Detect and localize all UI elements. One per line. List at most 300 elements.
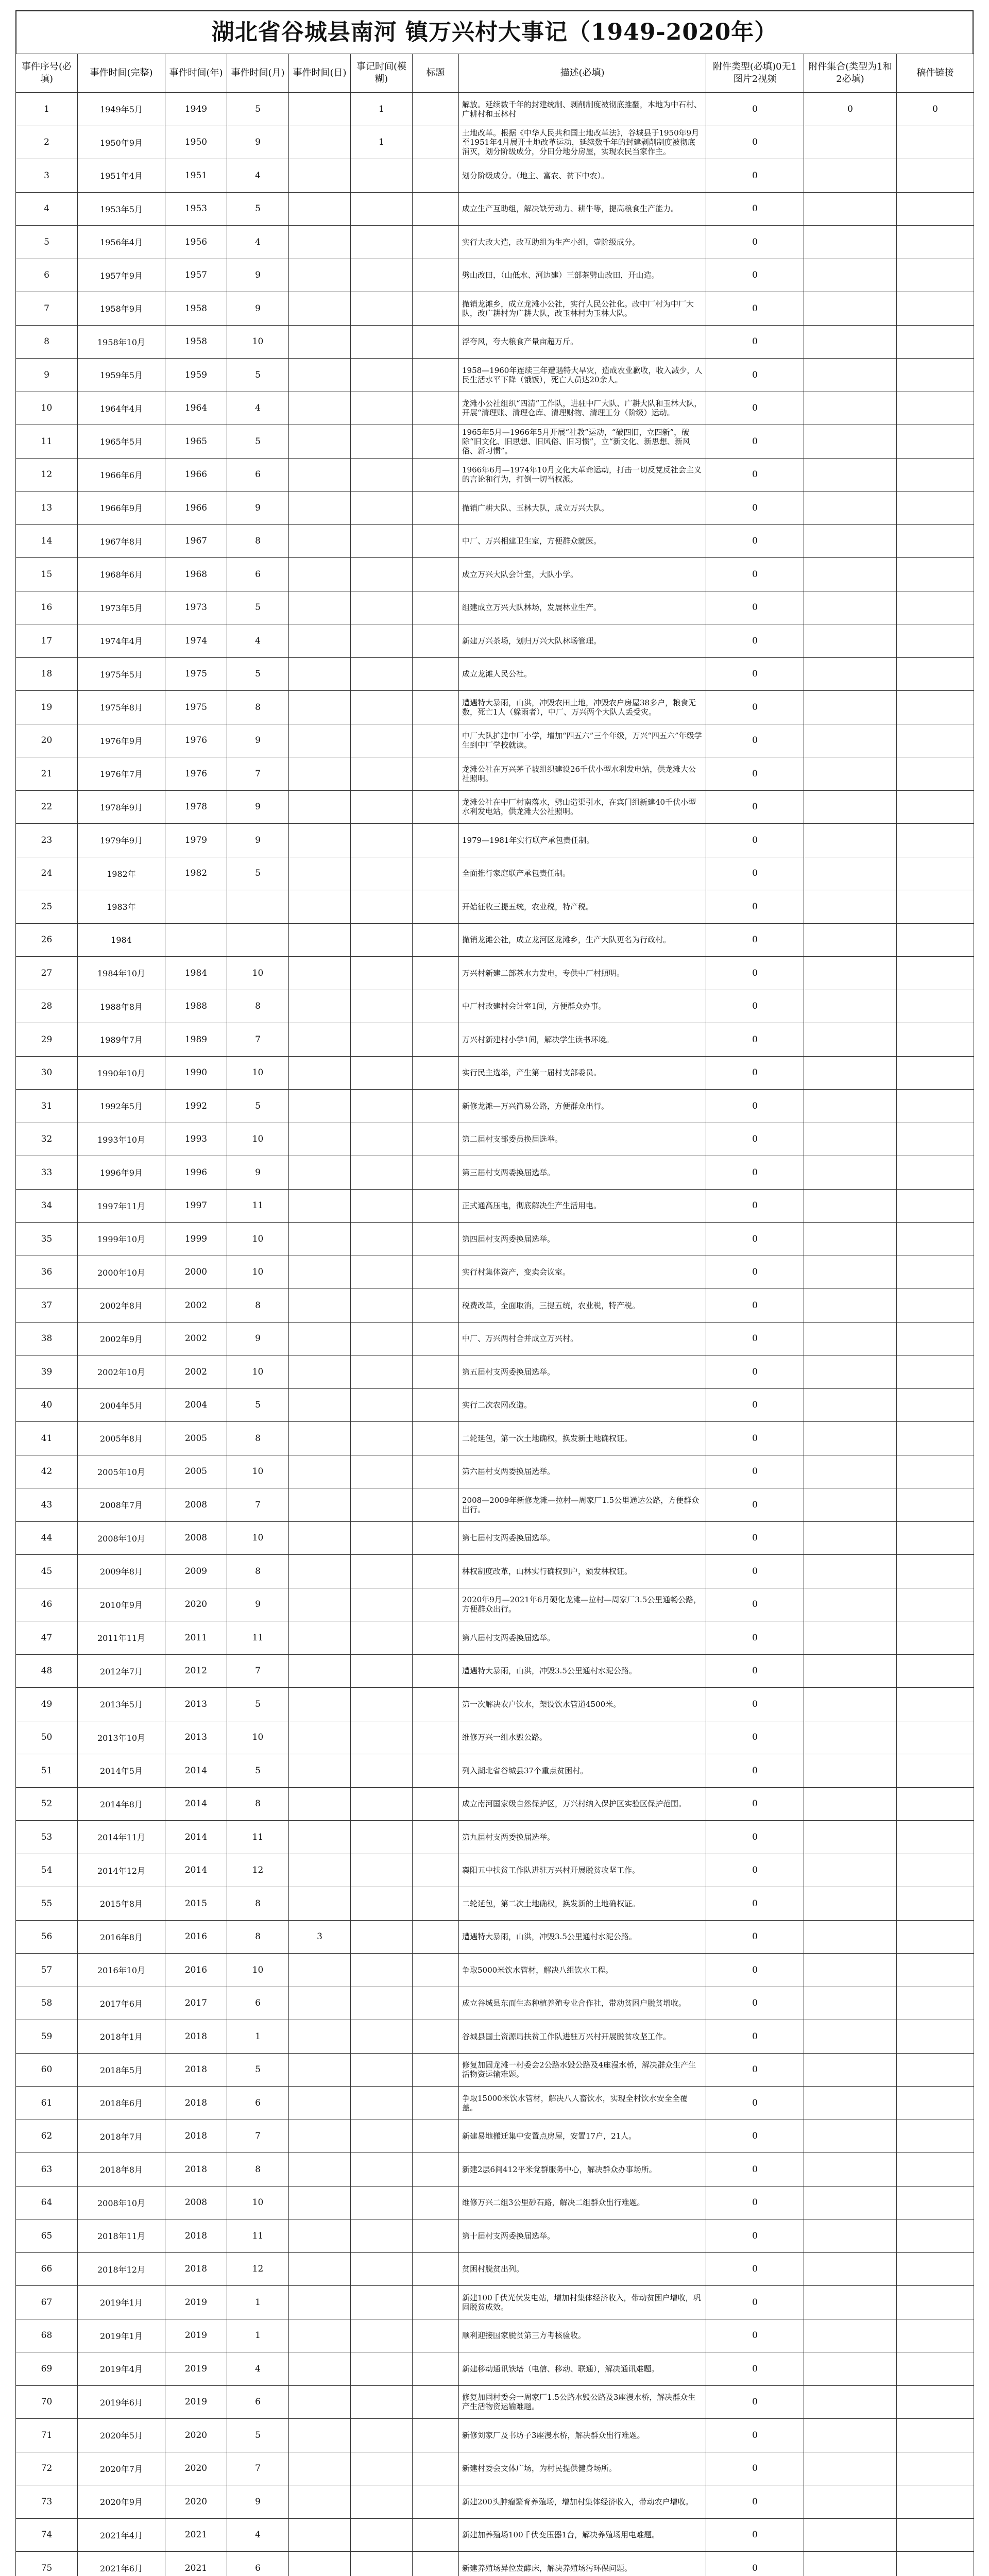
cell-link: [897, 2120, 974, 2153]
cell-desc: 土地改革。根据《中华人民共和国土地改革法》，谷城县于1950年9月至1951年4月展开土地改革运动，延续数千年的封建剥削制度被彻底消灭，划分阶级成分，分田分地分房屋，实现农民当家作主。: [459, 126, 706, 159]
cell-attachment-type: 0: [706, 2319, 804, 2352]
table-row: [16, 1123, 974, 1156]
cell-desc: 争取15000米饮水管材，解决八人畜饮水，实现全村饮水安全全覆盖。: [459, 2087, 706, 2120]
cell-desc: 林权制度改革，山林实行确权到户，颁发林权证。: [459, 1555, 706, 1588]
cell-title: [413, 757, 459, 791]
cell-time: 2008年7月: [78, 1488, 165, 1522]
cell-link: [897, 1388, 974, 1422]
col-header: 事记时间(模糊): [351, 54, 413, 93]
cell-month: 4: [227, 159, 289, 193]
cell-attachment-type: 0: [706, 757, 804, 791]
cell-attachment-type: 0: [706, 1189, 804, 1223]
cell-seq: 54: [16, 1854, 78, 1887]
cell-fuzzy: [351, 724, 413, 757]
table-row: [16, 1688, 974, 1721]
cell-month: 9: [227, 259, 289, 292]
cell-time: 1951年4月: [78, 159, 165, 193]
cell-year: 2005: [165, 1422, 227, 1455]
cell-month: 10: [227, 1056, 289, 1090]
table-row: [16, 657, 974, 691]
cell-desc: 争取5000米饮水管材，解决八组饮水工程。: [459, 1954, 706, 1987]
table-row: [16, 458, 974, 492]
cell-attachment-type: 0: [706, 325, 804, 359]
cell-day: [289, 226, 351, 259]
cell-seq: 45: [16, 1555, 78, 1588]
cell-attachment-type: 0: [706, 923, 804, 957]
cell-seq: 41: [16, 1422, 78, 1455]
cell-day: [289, 192, 351, 226]
cell-link: [897, 1223, 974, 1256]
table-row: [16, 126, 974, 159]
cell-fuzzy: [351, 2186, 413, 2219]
cell-fuzzy: 1: [351, 93, 413, 126]
cell-title: [413, 1621, 459, 1655]
cell-day: [289, 524, 351, 558]
cell-title: [413, 2319, 459, 2352]
cell-attachment-set: [804, 990, 897, 1023]
cell-attachment-type: 0: [706, 1289, 804, 1323]
cell-desc: 中厂、万兴相建卫生室，方便群众就医。: [459, 524, 706, 558]
cell-fuzzy: [351, 2518, 413, 2552]
cell-year: 2008: [165, 1521, 227, 1555]
cell-title: [413, 558, 459, 591]
cell-fuzzy: [351, 2452, 413, 2485]
cell-day: [289, 1056, 351, 1090]
cell-attachment-type: 0: [706, 192, 804, 226]
cell-title: [413, 2020, 459, 2054]
cell-year: 1979: [165, 824, 227, 857]
cell-day: [289, 957, 351, 990]
cell-link: [897, 1090, 974, 1123]
cell-attachment-set: [804, 492, 897, 525]
cell-day: [289, 1654, 351, 1688]
cell-attachment-set: [804, 2518, 897, 2552]
cell-attachment-type: 0: [706, 1987, 804, 2020]
cell-day: [289, 1787, 351, 1821]
cell-desc: 解放。延续数千年的封建统制、剥削制度被彻底推翻，本地为中石村、广耕村和玉林村: [459, 93, 706, 126]
cell-attachment-type: 0: [706, 790, 804, 824]
cell-link: [897, 2518, 974, 2552]
cell-time: 1983年: [78, 890, 165, 924]
cell-link: [897, 890, 974, 924]
cell-year: 1950: [165, 126, 227, 159]
cell-seq: 27: [16, 957, 78, 990]
cell-year: 2018: [165, 2153, 227, 2187]
cell-day: [289, 990, 351, 1023]
cell-day: [289, 790, 351, 824]
cell-time: 2002年10月: [78, 1355, 165, 1389]
cell-attachment-set: [804, 1256, 897, 1289]
cell-time: 2021年6月: [78, 2552, 165, 2576]
cell-attachment-set: [804, 2452, 897, 2485]
cell-time: 1967年8月: [78, 524, 165, 558]
cell-year: 2018: [165, 2252, 227, 2286]
cell-year: 2002: [165, 1322, 227, 1355]
cell-month: 9: [227, 1156, 289, 1190]
cell-title: [413, 192, 459, 226]
cell-year: 1957: [165, 259, 227, 292]
cell-seq: 30: [16, 1056, 78, 1090]
cell-seq: 1: [16, 93, 78, 126]
col-header: 标题: [413, 54, 459, 93]
cell-attachment-type: 0: [706, 2552, 804, 2576]
cell-attachment-type: 0: [706, 2153, 804, 2187]
col-header: 附件类型(必填)0无1图片2视频: [706, 54, 804, 93]
table-row: [16, 2153, 974, 2187]
cell-day: [289, 2020, 351, 2054]
cell-time: 1988年8月: [78, 990, 165, 1023]
cell-attachment-type: 0: [706, 2518, 804, 2552]
cell-attachment-set: [804, 657, 897, 691]
cell-seq: 28: [16, 990, 78, 1023]
cell-day: [289, 259, 351, 292]
cell-year: 1982: [165, 857, 227, 890]
cell-fuzzy: [351, 292, 413, 326]
cell-desc: 修复加固村委会一周家厂1.5公路水毁公路及3座漫水桥，解决群众生产生活物资运输难题。: [459, 2385, 706, 2419]
cell-day: [289, 2452, 351, 2485]
table-row: [16, 2087, 974, 2120]
cell-attachment-type: 0: [706, 724, 804, 757]
cell-month: 8: [227, 691, 289, 724]
cell-title: [413, 2552, 459, 2576]
cell-title: [413, 2485, 459, 2519]
col-header: 事件序号(必填): [16, 54, 78, 93]
cell-desc: 撤销龙滩公社，成立龙河区龙滩乡，生产大队更名为行政村。: [459, 923, 706, 957]
table-row: [16, 957, 974, 990]
cell-day: [289, 558, 351, 591]
cell-attachment-type: 0: [706, 2020, 804, 2054]
cell-title: [413, 824, 459, 857]
cell-desc: 中厂、万兴两村合并成立万兴村。: [459, 1322, 706, 1355]
cell-link: [897, 1621, 974, 1655]
table-row: [16, 359, 974, 392]
cell-title: [413, 259, 459, 292]
cell-attachment-set: [804, 2385, 897, 2419]
cell-month: 5: [227, 2419, 289, 2452]
cell-month: 5: [227, 1754, 289, 1788]
cell-attachment-set: [804, 1123, 897, 1156]
cell-attachment-set: [804, 1721, 897, 1754]
table-row: [16, 226, 974, 259]
cell-time: 1950年9月: [78, 126, 165, 159]
cell-fuzzy: [351, 1787, 413, 1821]
cell-title: [413, 1322, 459, 1355]
table-row: [16, 1322, 974, 1355]
cell-fuzzy: [351, 2153, 413, 2187]
cell-month: 4: [227, 392, 289, 425]
table-row: [16, 159, 974, 193]
table-row: [16, 93, 974, 126]
cell-year: 2020: [165, 2419, 227, 2452]
cell-fuzzy: [351, 1954, 413, 1987]
cell-day: [289, 2120, 351, 2153]
cell-desc: 正式通高压电，彻底解决生产生活用电。: [459, 1189, 706, 1223]
cell-day: [289, 1023, 351, 1057]
table-row: [16, 1189, 974, 1223]
cell-title: [413, 657, 459, 691]
cell-time: 2020年9月: [78, 2485, 165, 2519]
cell-link: [897, 1488, 974, 1522]
cell-title: [413, 691, 459, 724]
cell-time: 2002年8月: [78, 1289, 165, 1323]
cell-attachment-type: 0: [706, 957, 804, 990]
cell-day: [289, 1688, 351, 1721]
cell-attachment-type: 0: [706, 1256, 804, 1289]
cell-attachment-set: [804, 2286, 897, 2319]
cell-attachment-type: 0: [706, 1388, 804, 1422]
cell-link: [897, 624, 974, 658]
cell-fuzzy: [351, 691, 413, 724]
cell-title: [413, 1754, 459, 1788]
table-row: [16, 1023, 974, 1057]
cell-time: 1979年9月: [78, 824, 165, 857]
cell-seq: 66: [16, 2252, 78, 2286]
cell-link: [897, 425, 974, 459]
cell-title: [413, 624, 459, 658]
table-row: [16, 591, 974, 624]
cell-desc: 实行村集体资产，变卖会议室。: [459, 1256, 706, 1289]
cell-attachment-type: 0: [706, 359, 804, 392]
cell-desc: 维修万兴一组水毁公路。: [459, 1721, 706, 1754]
cell-seq: 6: [16, 259, 78, 292]
cell-month: 4: [227, 2352, 289, 2386]
cell-year: 2018: [165, 2053, 227, 2087]
cell-month: 5: [227, 93, 289, 126]
cell-link: [897, 1422, 974, 1455]
cell-attachment-set: [804, 1056, 897, 1090]
cell-seq: 12: [16, 458, 78, 492]
cell-fuzzy: [351, 1688, 413, 1721]
cell-day: [289, 757, 351, 791]
cell-desc: 第七届村支两委换届选举。: [459, 1521, 706, 1555]
cell-link: [897, 1056, 974, 1090]
cell-title: [413, 990, 459, 1023]
cell-link: [897, 359, 974, 392]
cell-month: 9: [227, 1322, 289, 1355]
cell-fuzzy: [351, 591, 413, 624]
cell-time: 2010年9月: [78, 1588, 165, 1621]
document-title: 湖北省谷城县南河 镇万兴村大事记（1949-2020年）: [15, 10, 974, 54]
cell-month: 10: [227, 1455, 289, 1488]
cell-link: [897, 691, 974, 724]
cell-seq: 73: [16, 2485, 78, 2519]
cell-month: 10: [227, 957, 289, 990]
cell-seq: 55: [16, 1887, 78, 1921]
cell-link: [897, 2020, 974, 2054]
cell-attachment-set: [804, 591, 897, 624]
cell-year: 1956: [165, 226, 227, 259]
cell-fuzzy: [351, 1621, 413, 1655]
table-row: [16, 1787, 974, 1821]
cell-day: [289, 392, 351, 425]
cell-seq: 20: [16, 724, 78, 757]
col-header: 事件时间(年): [165, 54, 227, 93]
cell-title: [413, 1090, 459, 1123]
cell-attachment-type: 0: [706, 492, 804, 525]
cell-desc: 第五届村支两委换届选举。: [459, 1355, 706, 1389]
cell-link: [897, 2252, 974, 2286]
cell-year: 1964: [165, 392, 227, 425]
cell-time: 1956年4月: [78, 226, 165, 259]
cell-attachment-type: 0: [706, 691, 804, 724]
cell-fuzzy: [351, 1090, 413, 1123]
cell-day: [289, 1987, 351, 2020]
cell-fuzzy: [351, 1156, 413, 1190]
cell-fuzzy: [351, 1289, 413, 1323]
cell-day: 3: [289, 1920, 351, 1954]
cell-title: [413, 890, 459, 924]
table-row: [16, 1621, 974, 1655]
table-row: [16, 1954, 974, 1987]
cell-month: 11: [227, 2219, 289, 2253]
cell-day: [289, 2419, 351, 2452]
cell-day: [289, 1156, 351, 1190]
cell-day: [289, 1256, 351, 1289]
cell-link: [897, 591, 974, 624]
cell-year: 2018: [165, 2120, 227, 2153]
cell-year: 1989: [165, 1023, 227, 1057]
cell-link: [897, 1887, 974, 1921]
cell-time: 2008年10月: [78, 2186, 165, 2219]
cell-month: 9: [227, 824, 289, 857]
cell-month: [227, 923, 289, 957]
cell-title: [413, 790, 459, 824]
cell-day: [289, 325, 351, 359]
table-row: [16, 1289, 974, 1323]
cell-desc: 新建加养殖场100千伏变压器1台，解决养殖场用电难题。: [459, 2518, 706, 2552]
cell-attachment-set: [804, 1388, 897, 1422]
cell-seq: 52: [16, 1787, 78, 1821]
cell-fuzzy: [351, 657, 413, 691]
events-table: [15, 54, 974, 2576]
cell-year: 2019: [165, 2385, 227, 2419]
cell-month: 12: [227, 2252, 289, 2286]
cell-month: 11: [227, 1621, 289, 1655]
cell-time: 2015年8月: [78, 1887, 165, 1921]
cell-link: [897, 1987, 974, 2020]
cell-title: [413, 2419, 459, 2452]
cell-seq: 17: [16, 624, 78, 658]
cell-time: 2005年8月: [78, 1422, 165, 1455]
cell-title: [413, 2252, 459, 2286]
table-row: [16, 259, 974, 292]
cell-day: [289, 1422, 351, 1455]
cell-attachment-type: 0: [706, 624, 804, 658]
cell-link: [897, 990, 974, 1023]
cell-time: 2014年5月: [78, 1754, 165, 1788]
table-row: [16, 1521, 974, 1555]
cell-title: [413, 1920, 459, 1954]
cell-attachment-type: 0: [706, 2352, 804, 2386]
cell-fuzzy: [351, 1422, 413, 1455]
cell-time: 1976年9月: [78, 724, 165, 757]
cell-seq: 13: [16, 492, 78, 525]
cell-time: 1996年9月: [78, 1156, 165, 1190]
cell-title: [413, 1688, 459, 1721]
cell-seq: 42: [16, 1455, 78, 1488]
cell-link: [897, 2352, 974, 2386]
cell-attachment-type: 0: [706, 2252, 804, 2286]
cell-day: [289, 2153, 351, 2187]
col-header: 附件集合(类型为1和2必填): [804, 54, 897, 93]
table-row: [16, 425, 974, 459]
cell-seq: 15: [16, 558, 78, 591]
cell-attachment-set: [804, 1555, 897, 1588]
cell-time: 1997年11月: [78, 1189, 165, 1223]
cell-attachment-type: 0: [706, 2120, 804, 2153]
table-row: [16, 192, 974, 226]
cell-title: [413, 126, 459, 159]
cell-year: 2009: [165, 1555, 227, 1588]
cell-fuzzy: [351, 558, 413, 591]
col-header: 事件时间(完整): [78, 54, 165, 93]
cell-link: [897, 1355, 974, 1389]
cell-attachment-set: [804, 624, 897, 658]
cell-link: [897, 957, 974, 990]
table-row: [16, 1754, 974, 1788]
cell-year: 1958: [165, 292, 227, 326]
cell-day: [289, 2552, 351, 2576]
cell-year: 1975: [165, 657, 227, 691]
cell-year: 1958: [165, 325, 227, 359]
cell-year: 2008: [165, 2186, 227, 2219]
cell-month: 9: [227, 2485, 289, 2519]
cell-attachment-set: [804, 2419, 897, 2452]
cell-day: [289, 591, 351, 624]
cell-month: 5: [227, 2053, 289, 2087]
cell-month: 8: [227, 2153, 289, 2187]
cell-seq: 23: [16, 824, 78, 857]
cell-title: [413, 1355, 459, 1389]
cell-attachment-set: [804, 1023, 897, 1057]
cell-year: 2011: [165, 1621, 227, 1655]
cell-attachment-type: 0: [706, 1223, 804, 1256]
cell-fuzzy: [351, 2120, 413, 2153]
cell-day: [289, 1123, 351, 1156]
cell-day: [289, 657, 351, 691]
cell-day: [289, 458, 351, 492]
cell-title: [413, 425, 459, 459]
cell-attachment-type: 0: [706, 990, 804, 1023]
cell-fuzzy: [351, 2552, 413, 2576]
cell-desc: 二轮延包，第二次土地确权，换发新的土地确权证。: [459, 1887, 706, 1921]
cell-month: 5: [227, 657, 289, 691]
cell-day: [289, 1223, 351, 1256]
cell-seq: 68: [16, 2319, 78, 2352]
cell-fuzzy: [351, 2319, 413, 2352]
cell-attachment-type: 0: [706, 2286, 804, 2319]
cell-desc: 成立生产互助组，解决缺劳动力、耕牛等，提高粮食生产能力。: [459, 192, 706, 226]
cell-year: 1968: [165, 558, 227, 591]
cell-desc: 贫困村脱贫出列。: [459, 2252, 706, 2286]
table-row: [16, 1422, 974, 1455]
cell-link: [897, 1754, 974, 1788]
col-header: 描述(必填): [459, 54, 706, 93]
cell-time: 2018年5月: [78, 2053, 165, 2087]
cell-day: [289, 492, 351, 525]
cell-link: [897, 1023, 974, 1057]
cell-attachment-type: 0: [706, 2452, 804, 2485]
cell-year: 2012: [165, 1654, 227, 1688]
cell-link: [897, 2485, 974, 2519]
cell-time: 1966年6月: [78, 458, 165, 492]
cell-day: [289, 1721, 351, 1754]
cell-attachment-set: [804, 524, 897, 558]
cell-day: [289, 126, 351, 159]
cell-seq: 51: [16, 1754, 78, 1788]
table-row: [16, 691, 974, 724]
cell-title: [413, 2087, 459, 2120]
